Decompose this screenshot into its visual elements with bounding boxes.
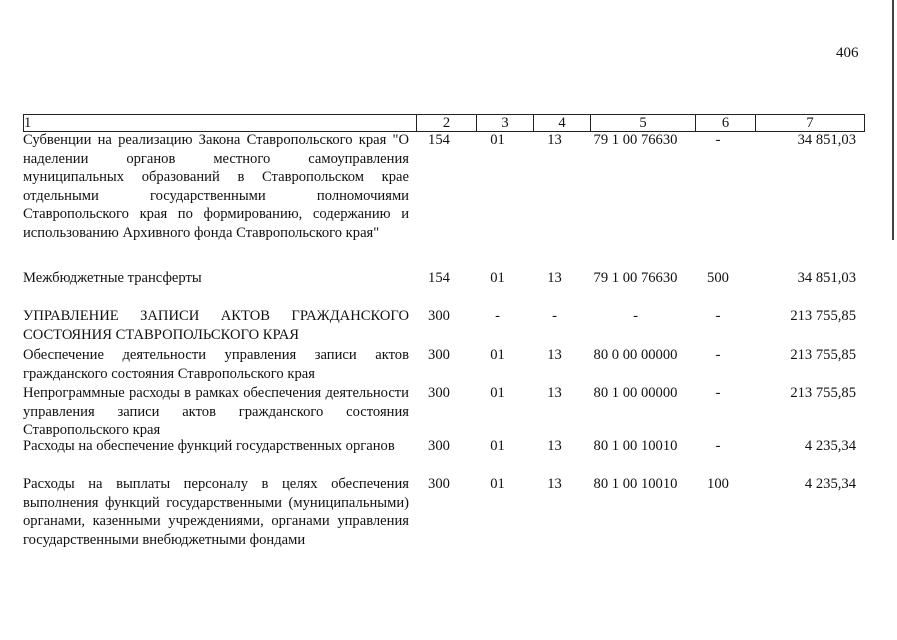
row-expense-type: - [715, 385, 721, 401]
header-col-2: 2 [417, 115, 477, 131]
row-subsection: 13 [547, 476, 562, 492]
row-subsection: 13 [547, 385, 562, 401]
row-target-article: - [633, 308, 638, 324]
page-number: 406 [836, 45, 859, 61]
row-expense-type: - [715, 347, 721, 363]
row-target-article: 79 1 00 76630 [593, 132, 678, 148]
table-row [23, 269, 864, 288]
row-name: Межбюджетные трансферты [23, 270, 202, 286]
row-code: 300 [428, 438, 450, 454]
row-name: УПРАВЛЕНИЕ ЗАПИСИ АКТОВ ГРАЖДАНСКОГО СОСТОЯНИЯ СТАВРОПОЛЬСКОГО КРАЯ [23, 308, 409, 343]
row-name: Расходы на выплаты персоналу в целях обеспечения выполнения функций государственными (муниципальными) органами, казенными учреждениями, органами управления государственными внебюджетными фондами [23, 476, 409, 548]
row-amount: 4 235,34 [804, 438, 856, 454]
row-name: Непрограммные расходы в рамках обеспечения деятельности управления записи актов гражданского состояния Ставропольского края [23, 385, 409, 438]
row-expense-type: - [715, 132, 721, 148]
row-subsection: 13 [547, 132, 562, 148]
table-row [23, 346, 864, 383]
scan-edge [892, 0, 894, 240]
row-subsection: - [552, 308, 557, 324]
row-amount: 213 755,85 [790, 347, 856, 363]
row-expense-type: - [715, 308, 721, 324]
row-name: Обеспечение деятельности управления записи актов гражданского состояния Ставропольского края [23, 347, 409, 382]
header-col-1: 1 [24, 115, 417, 131]
row-code: 300 [428, 385, 450, 401]
row-name: Расходы на обеспечение функций государственных органов [23, 438, 395, 454]
row-target-article: 80 1 00 10010 [593, 476, 678, 492]
row-expense-type: - [715, 438, 721, 454]
header-col-6: 6 [696, 115, 756, 131]
row-subsection: 13 [547, 347, 562, 363]
row-subsection: 13 [547, 270, 562, 286]
row-code: 300 [428, 347, 450, 363]
row-amount: 34 851,03 [797, 132, 856, 148]
row-section: 01 [490, 438, 505, 454]
header-col-3: 3 [477, 115, 534, 131]
table-row [23, 307, 864, 344]
row-amount: 4 235,34 [804, 476, 856, 492]
table-header [23, 114, 865, 132]
table-row [23, 384, 864, 440]
row-code: 154 [428, 270, 450, 286]
table-row [23, 475, 864, 549]
row-code: 300 [428, 476, 450, 492]
row-subsection: 13 [547, 438, 562, 454]
row-target-article: 80 1 00 10010 [593, 438, 678, 454]
row-target-article: 80 0 00 00000 [593, 347, 678, 363]
row-code: 154 [428, 132, 450, 148]
row-amount: 34 851,03 [797, 270, 856, 286]
row-section: 01 [490, 132, 505, 148]
row-code: 300 [428, 308, 450, 324]
header-col-5: 5 [591, 115, 696, 131]
row-section: 01 [490, 476, 505, 492]
row-section: 01 [490, 347, 505, 363]
row-amount: 213 755,85 [790, 308, 856, 324]
header-col-7: 7 [806, 115, 814, 131]
table-row [23, 131, 864, 242]
row-expense-type: 100 [707, 476, 729, 492]
row-target-article: 79 1 00 76630 [593, 270, 678, 286]
row-target-article: 80 1 00 00000 [593, 385, 678, 401]
header-col-4: 4 [534, 115, 591, 131]
row-section: 01 [490, 270, 505, 286]
row-expense-type: 500 [707, 270, 729, 286]
row-section: 01 [490, 385, 505, 401]
table-row [23, 437, 864, 456]
row-section: - [495, 308, 500, 324]
row-amount: 213 755,85 [790, 385, 856, 401]
row-name: Субвенции на реализацию Закона Ставропольского края "О наделении органов местного самоуправления муниципальных образований в Ставропольском крае отдельными государственными полномочиями Ставропольского края по формированию, содержанию и использованию Архивного фонда Ставропольского края" [23, 132, 409, 241]
